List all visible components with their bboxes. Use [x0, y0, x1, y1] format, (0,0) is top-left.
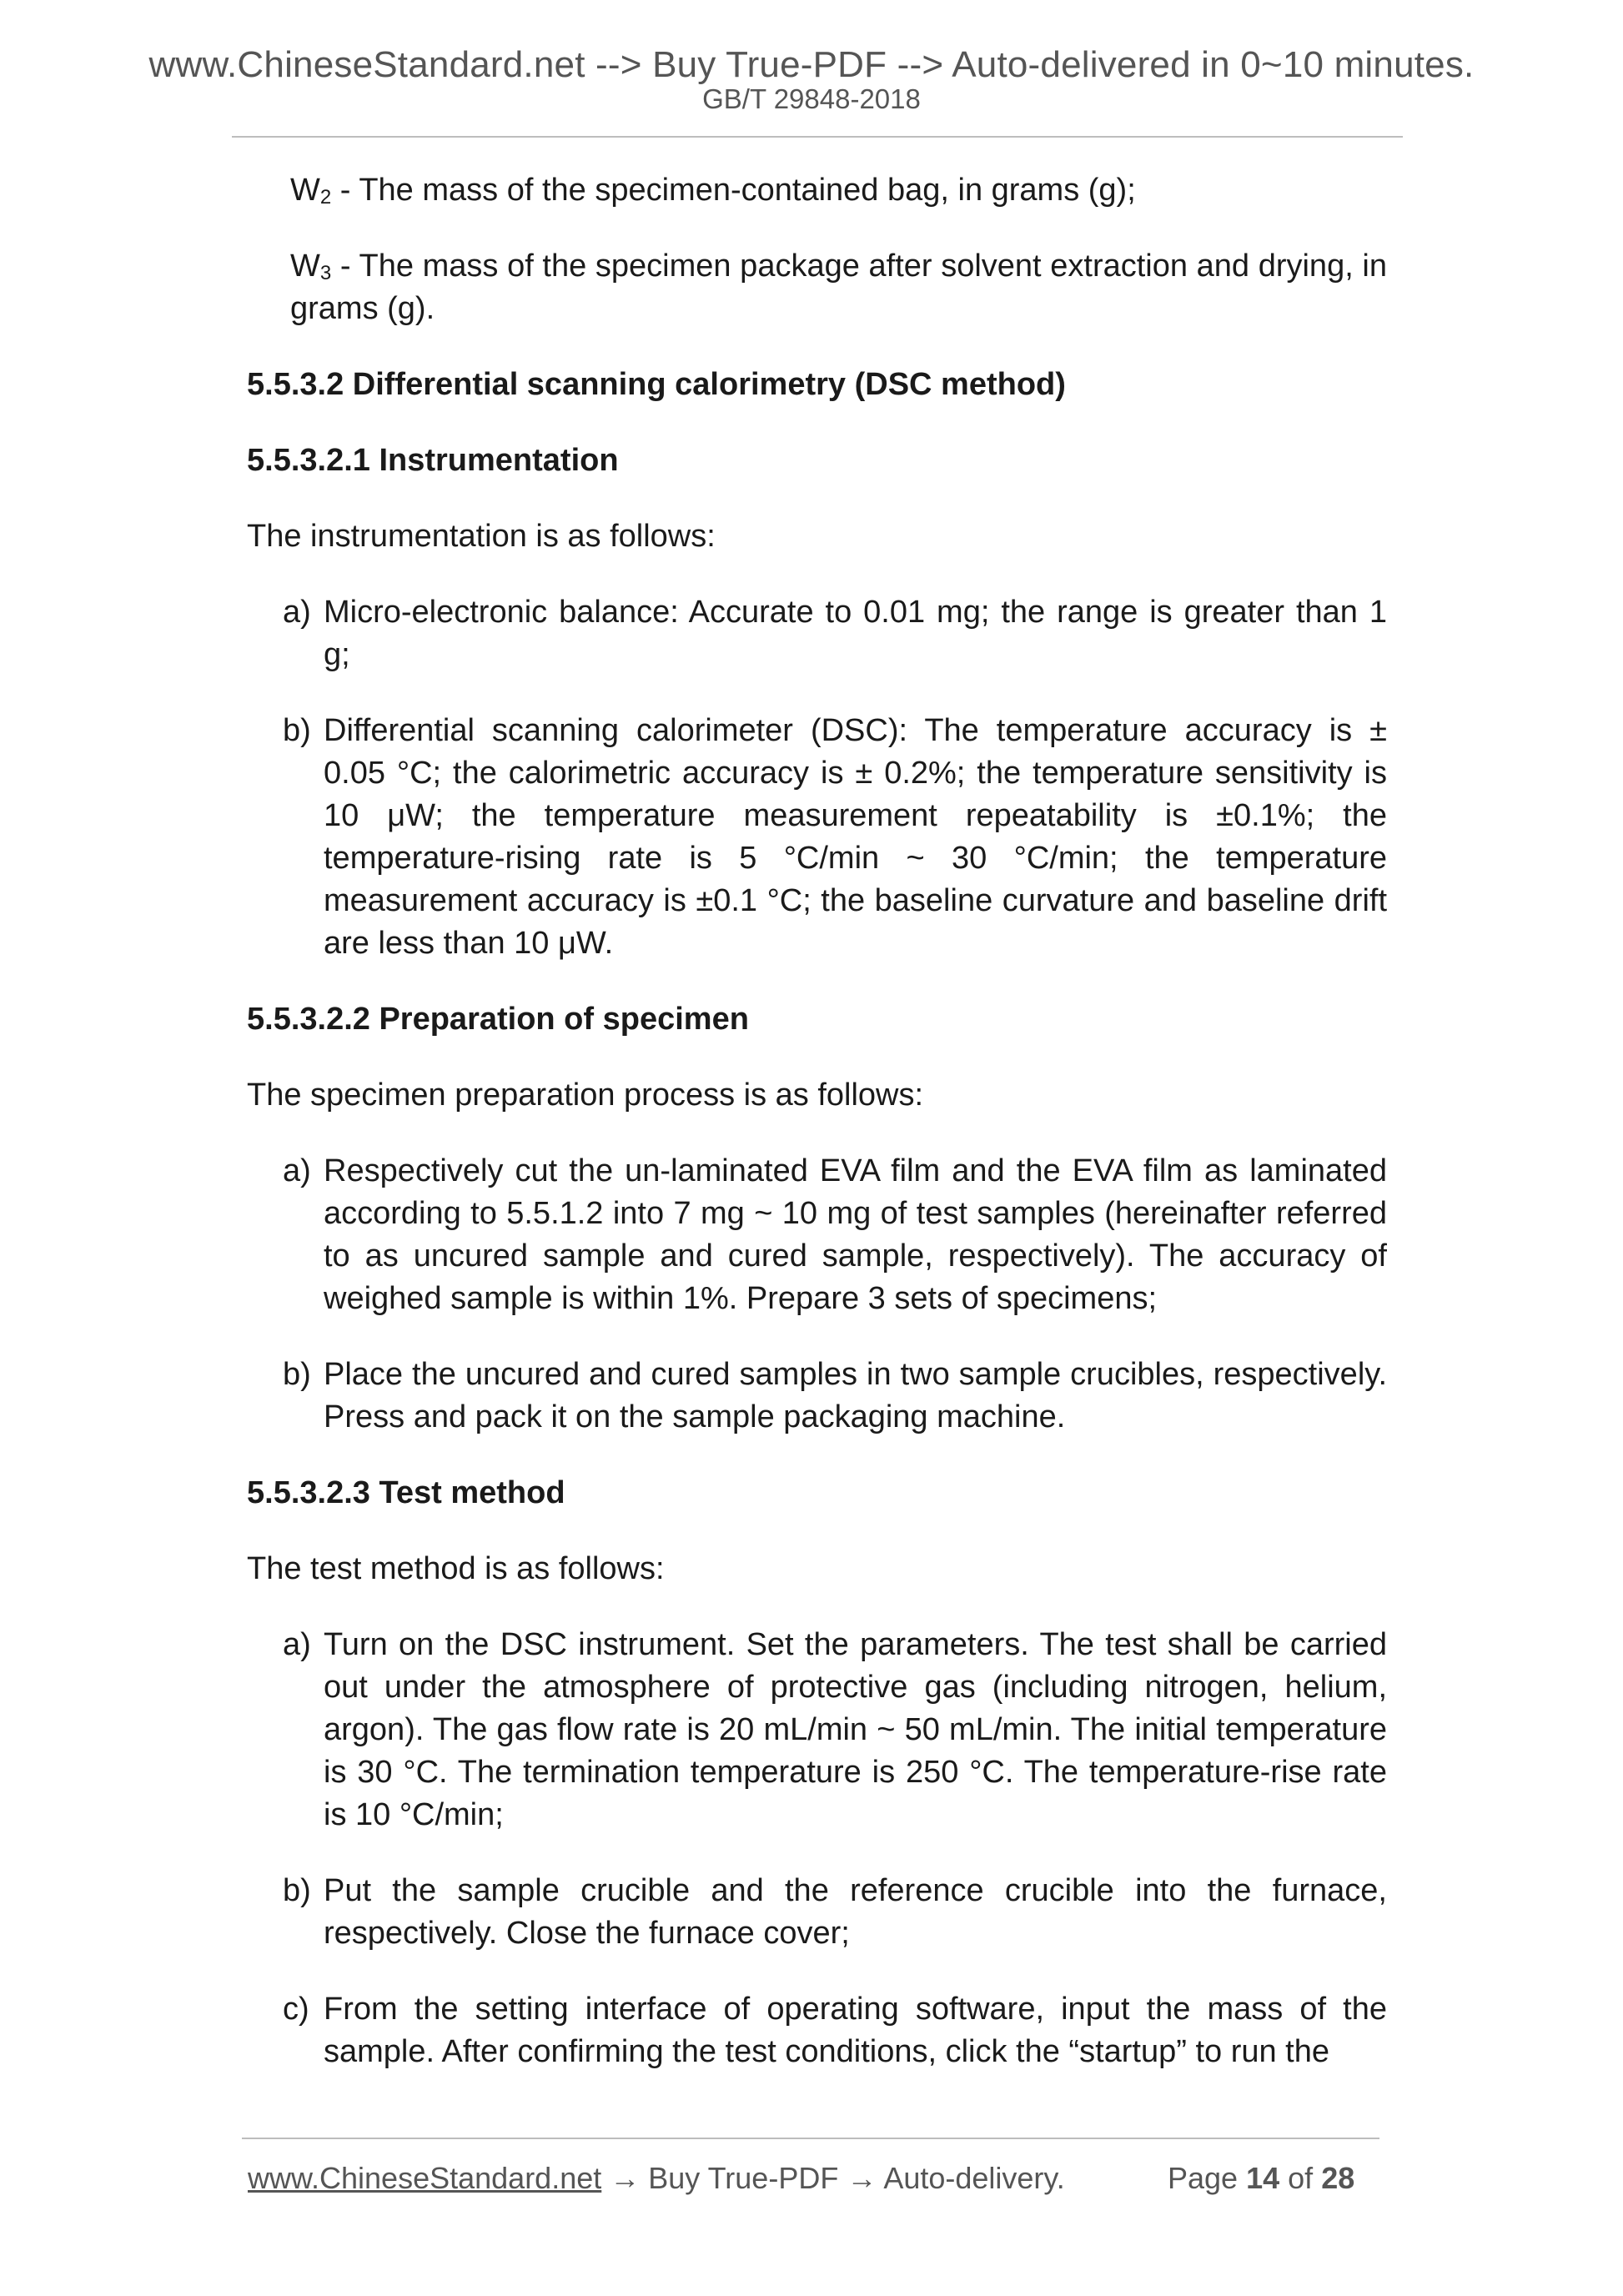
list-item: [247, 591, 1387, 676]
list-marker: b): [283, 1873, 311, 1908]
preparation-intro: The specimen preparation process is as follows:: [247, 1078, 924, 1113]
w2-symbol: W: [290, 173, 320, 208]
header-divider: [232, 136, 1403, 138]
definition-w3: [290, 245, 1387, 330]
list-item: [247, 1624, 1387, 1836]
section-heading-5-5-3-2-2: 5.5.3.2.2 Preparation of specimen: [247, 1002, 749, 1037]
header-banner[interactable]: www.ChineseStandard.net --> Buy True-PDF --> Auto-delivered in 0~10 minutes.: [148, 44, 1475, 85]
list-item: [247, 1354, 1387, 1439]
page-number: 14: [1246, 2161, 1280, 2195]
list-marker: b): [283, 713, 311, 748]
section-heading-5-5-3-2-3: 5.5.3.2.3 Test method: [247, 1475, 565, 1510]
document-id: GB/T 29848-2018: [702, 83, 921, 114]
list-item-text: Put the sample crucible and the reference crucible into the furnace, respectively. Close the furnace cover;: [324, 1873, 1387, 1951]
list-item-text: Micro-electronic balance: Accurate to 0.01 mg; the range is greater than 1 g;: [324, 595, 1387, 672]
list-item: [247, 710, 1387, 965]
definition-w2: [290, 169, 1387, 212]
list-item-text: Differential scanning calorimeter (DSC): The temperature accuracy is ± 0.05 °C; the calorimetric accuracy is ± 0.2%; the temperature sensitivity is 10 μW; the temperature measurement repeatability is ±0.1%; the temperature-rising rate is 5 °C/min ~ 30 °C/min; the temperature measurement accuracy is ±0.1 °C; the baseline curvature and baseline drift are less than 10 μW.: [324, 713, 1387, 961]
w3-text: - The mass of the specimen package after solvent extraction and drying, in grams (g).: [290, 249, 1387, 326]
list-item: [247, 1870, 1387, 1955]
list-marker: a): [283, 595, 311, 630]
footer-site-link[interactable]: www.ChineseStandard.net: [248, 2161, 602, 2195]
w3-subscript: 3: [319, 262, 332, 284]
list-marker: c): [283, 1992, 309, 2027]
footer-link: [248, 2160, 1065, 2197]
list-item: [247, 1150, 1387, 1320]
list-item-text: From the setting interface of operating software, input the mass of the sample. After confirming the test conditions, click the “startup” to run the: [324, 1992, 1387, 2069]
instrumentation-intro: The instrumentation is as follows:: [247, 519, 716, 554]
section-heading-5-5-3-2-1: 5.5.3.2.1 Instrumentation: [247, 443, 619, 478]
test-method-intro: The test method is as follows:: [247, 1551, 665, 1586]
footer-divider: [242, 2138, 1379, 2139]
footer-link-tail: → Buy True-PDF → Auto-delivery.: [601, 2161, 1065, 2195]
w2-subscript: 2: [319, 186, 332, 208]
page-label: Page: [1168, 2161, 1239, 2195]
list-marker: a): [283, 1627, 311, 1662]
total-pages: 28: [1321, 2161, 1355, 2195]
list-item-text: Turn on the DSC instrument. Set the parameters. The test shall be carried out under the atmosphere of protective gas (including nitrogen, helium, argon). The gas flow rate is 20 mL/min ~ 50 mL/min. The initial temperature is 30 °C. The termination temperature is 250 °C. The temperature-rise rate is 10 °C/min;: [324, 1627, 1387, 1832]
section-heading-5-5-3-2: 5.5.3.2 Differential scanning calorimetry (DSC method): [247, 367, 1066, 402]
page-indicator: [1168, 2160, 1354, 2197]
list-marker: b): [283, 1357, 311, 1392]
of-label: of: [1288, 2161, 1314, 2195]
page-content: [247, 169, 1387, 2107]
list-item: [247, 1988, 1387, 2073]
w3-symbol: W: [290, 249, 320, 284]
list-marker: a): [283, 1153, 311, 1188]
list-item-text: Respectively cut the un-laminated EVA film and the EVA film as laminated according to 5.5.1.2 into 7 mg ~ 10 mg of test samples (hereinafter referred to as uncured sample and cured sample, respectively). The accuracy of weighed sample is within 1%. Prepare 3 sets of specimens;: [324, 1153, 1387, 1316]
list-item-text: Place the uncured and cured samples in two sample crucibles, respectively. Press and pack it on the sample packaging machine.: [324, 1357, 1387, 1434]
w2-text: - The mass of the specimen-contained bag, in grams (g);: [331, 173, 1136, 208]
